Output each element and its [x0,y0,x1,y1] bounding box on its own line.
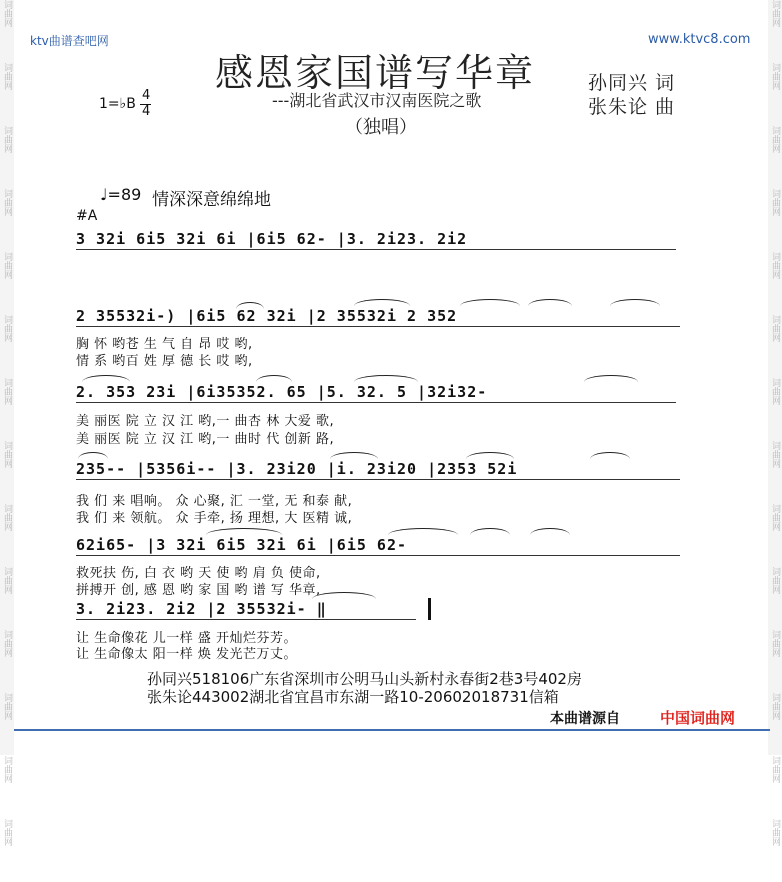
staff-6-beam [76,619,416,620]
slur [470,528,510,535]
key-signature: 1=♭B [99,96,136,112]
side-watermark: 词曲网 [770,567,780,594]
time-signature-top: 4 [142,88,151,103]
song-title: 感恩家国谱写华章 [215,51,536,95]
side-watermark: 词曲网 [770,504,780,531]
right-watermark-strip [768,0,782,846]
side-watermark: 词曲网 [770,252,780,279]
side-watermark: 词曲网 [770,693,780,720]
tempo-marking: ♩=89 [100,185,142,204]
side-watermark: 词曲网 [2,567,12,594]
composer: 张朱论 曲 [588,96,676,118]
slur [354,375,418,382]
staff-5-lyrics-verse-1: 救死扶 伤, 白 衣 哟 天 使 哟 肩 负 使命, [76,566,321,581]
slur [466,452,514,459]
performance-type: （独唱） [345,117,417,138]
slur [528,299,572,306]
slur [388,528,458,535]
song-subtitle: ---湖北省武汉市汉南医院之歌 [272,91,482,110]
staff-3-notes: 2. 353 23i |6i35352. 65 |5. 32. 5 |32i32- [76,383,488,401]
watermark-right: www.ktvc8.com [648,32,751,47]
staff-3-lyrics-verse-2: 美 丽医 院 立 汉 江 哟,一 曲时 代 创新 路, [76,432,335,447]
slur [312,592,376,599]
staff-5-notes: 62i65- |3 32i 6i5 32i 6i |6i5 62- [76,536,408,554]
staff-4-lyrics-verse-2: 我 们 来 领航。 众 手牵, 扬 理想, 大 医精 诚, [76,511,353,526]
side-watermark: 词曲网 [770,756,780,783]
side-watermark: 词曲网 [770,378,780,405]
slur [610,299,660,306]
section-marker: #A [76,208,98,224]
composer-address: 张朱论443002湖北省宜昌市东湖一路10-20602018731信箱 [147,688,559,706]
side-watermark: 词曲网 [2,378,12,405]
staff-2-lyrics-verse-1: 胸 怀 哟苍 生 气 自 昂 哎 哟, [76,337,253,352]
source-site-link[interactable]: 中国词曲网 [660,709,736,727]
slur [584,375,638,382]
staff-5-beam [76,555,680,556]
side-watermark: 词曲网 [2,504,12,531]
slur [590,452,630,459]
slur [236,302,264,309]
slur [256,375,292,382]
staff-1-beam [76,249,676,250]
watermark-left: ktv曲谱查吧网 [30,34,109,48]
final-barline [428,598,431,620]
lyricist-address: 孙同兴518106广东省深圳市公明马山头新村永春街2巷3号402房 [147,670,582,688]
side-watermark: 词曲网 [2,756,12,783]
slur [460,299,520,306]
side-watermark: 词曲网 [770,189,780,216]
side-watermark: 词曲网 [770,441,780,468]
side-watermark: 词曲网 [770,63,780,90]
side-watermark: 词曲网 [770,0,780,27]
staff-2-lyrics-verse-2: 情 系 哟百 姓 厚 德 长 哎 哟, [76,354,253,369]
side-watermark: 词曲网 [770,819,780,846]
side-watermark: 词曲网 [2,441,12,468]
time-signature-bottom: 4 [142,104,151,119]
side-watermark: 词曲网 [2,819,12,846]
footer-divider [14,729,770,731]
slur [206,528,282,535]
staff-3-lyrics-verse-1: 美 丽医 院 立 汉 江 哟,一 曲杏 林 大爱 歌, [76,414,335,429]
slur [354,299,410,306]
slur [330,452,378,459]
staff-6-lyrics-verse-2: 让 生命像太 阳一样 焕 发光芒万丈。 [76,647,298,662]
side-watermark: 词曲网 [2,630,12,657]
staff-6-lyrics-verse-1: 让 生命像花 儿一样 盛 开灿烂芬芳。 [76,631,298,646]
left-watermark-strip [0,0,14,846]
staff-2-notes: 2 35532i-) |6i5 62 32i |2 35532i 2 352 [76,307,458,325]
side-watermark: 词曲网 [2,0,12,27]
side-watermark: 词曲网 [770,315,780,342]
staff-5-lyrics-verse-2: 拼搏开 创, 感 恩 哟 家 国 哟 谱 写 华章, [76,583,321,598]
side-watermark: 词曲网 [2,693,12,720]
staff-1-notes: 3 32i 6i5 32i 6i |6i5 62- |3. 2i23. 2i2 [76,230,468,248]
side-watermark: 词曲网 [770,126,780,153]
slur [78,452,108,459]
staff-4-beam [76,479,680,480]
staff-3-beam [76,402,676,403]
staff-6-notes: 3. 2i23. 2i2 |2 35532i- ‖ [76,600,327,618]
side-watermark: 词曲网 [770,630,780,657]
staff-2-beam [76,326,680,327]
lyricist: 孙同兴 词 [588,72,676,94]
staff-4-notes: 235-- |5356i-- |3. 23i20 |i. 23i20 |2353 52i [76,460,518,478]
side-watermark: 词曲网 [2,252,12,279]
expression-marking: 情深深意绵绵地 [152,190,271,210]
staff-4-lyrics-verse-1: 我 们 来 唱响。 众 心聚, 汇 一堂, 无 和泰 献, [76,494,353,509]
slur [82,375,130,382]
side-watermark: 词曲网 [2,315,12,342]
side-watermark: 词曲网 [2,63,12,90]
slur [530,528,570,535]
side-watermark: 词曲网 [2,189,12,216]
source-label: 本曲谱源自 [550,711,620,727]
side-watermark: 词曲网 [2,126,12,153]
